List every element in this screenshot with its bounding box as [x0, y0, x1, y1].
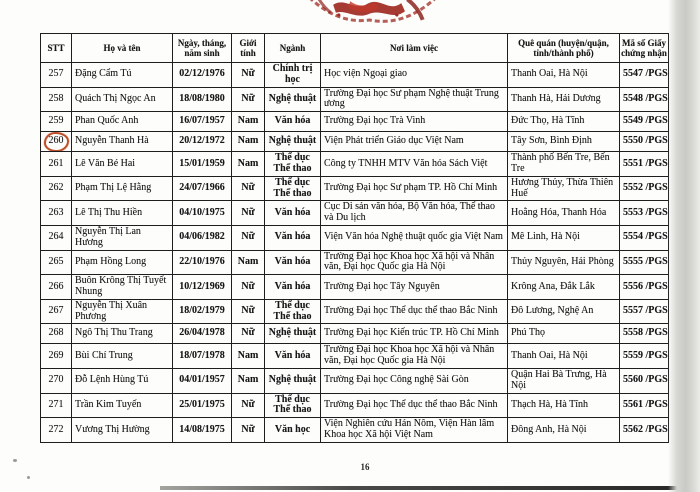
column-header-name: Họ và tên — [72, 34, 173, 63]
cell-name: Phạm Hồng Long — [72, 250, 173, 275]
cell-work: Viện Văn hóa Nghệ thuật quốc gia Việt Nam — [321, 225, 508, 250]
cell-name: Ngô Thị Thu Trang — [72, 324, 173, 344]
cell-work: Viện Nghiên cứu Hán Nôm, Viện Hàn lâm Khoa học Xã hội Việt Nam — [321, 418, 508, 443]
cell-sex: Nữ — [232, 393, 265, 418]
scan-speck — [13, 459, 17, 462]
cell-stt — [41, 132, 72, 152]
scan-speck — [27, 476, 30, 479]
column-header-hometown: Quê quán (huyện/quận, tỉnh/thành phố) — [508, 34, 620, 63]
cell-field: Văn học — [265, 418, 321, 443]
cell-cert: 5548 /PGS — [620, 87, 669, 112]
cell-dob: 04/10/1975 — [173, 201, 232, 226]
cell-name: Quách Thị Ngọc An — [72, 87, 173, 112]
table-row — [41, 225, 669, 250]
table-row — [41, 152, 669, 177]
table-header-row — [41, 34, 669, 63]
table-row — [41, 393, 669, 418]
cell-stt: 271 — [41, 393, 72, 418]
cell-sex: Nam — [232, 368, 265, 393]
cell-dob: 18/02/1979 — [173, 299, 232, 324]
cell-field: Nghệ thuật — [265, 368, 321, 393]
cell-cert: 5554 /PGS — [620, 225, 669, 250]
table-row — [41, 275, 669, 300]
table-row — [41, 87, 669, 112]
cell-home: Hoằng Hóa, Thanh Hóa — [508, 201, 620, 226]
table-row — [41, 344, 669, 369]
table-row — [41, 299, 669, 324]
cell-sex: Nữ — [232, 87, 265, 112]
cell-dob: 04/01/1957 — [173, 368, 232, 393]
cell-work: Viện Phát triển Giáo dục Việt Nam — [321, 132, 508, 152]
table-row — [41, 418, 669, 443]
cell-home: Quận Hai Bà Trưng, Hà Nội — [508, 368, 620, 393]
cell-stt: 263 — [41, 201, 72, 226]
cell-stt: 272 — [41, 418, 72, 443]
column-header-dob: Ngày, tháng, năm sinh — [173, 34, 232, 63]
cell-field: Văn hóa — [265, 112, 321, 132]
cell-work: Trường Đại học Sư phạm Nghệ thuật Trung ương — [321, 87, 508, 112]
table-row — [41, 250, 669, 275]
cell-work: Trường Đại học Tây Nguyên — [321, 275, 508, 300]
cell-sex: Nam — [232, 250, 265, 275]
cell-cert: 5547 /PGS — [620, 63, 669, 88]
cell-work: Cục Di sản văn hóa, Bộ Văn hóa, Thể thao và Du lịch — [321, 201, 508, 226]
cell-home: Thanh Hà, Hải Dương — [508, 87, 620, 112]
cell-home: Phú Thọ — [508, 324, 620, 344]
cell-cert: 5549 /PGS — [620, 112, 669, 132]
cell-name: Buôn Krông Thị Tuyết Nhung — [72, 275, 173, 300]
red-stamp-seal — [295, 0, 445, 28]
cell-stt: 265 — [41, 250, 72, 275]
cell-sex: Nữ — [232, 275, 265, 300]
cell-name: Trần Kim Tuyến — [72, 393, 173, 418]
cell-field: Thể dục Thể thao — [265, 299, 321, 324]
cell-home: Thủy Nguyên, Hải Phòng — [508, 250, 620, 275]
cell-dob: 10/12/1969 — [173, 275, 232, 300]
cell-stt: 259 — [41, 112, 72, 132]
cell-name: Đặng Cẩm Tú — [72, 63, 173, 88]
cell-cert: 5557 /PGS — [620, 299, 669, 324]
cell-stt: 258 — [41, 87, 72, 112]
cell-sex: Nữ — [232, 201, 265, 226]
cell-dob: 14/08/1975 — [173, 418, 232, 443]
cell-field: Nghệ thuật — [265, 87, 321, 112]
cell-home: Mê Linh, Hà Nội — [508, 225, 620, 250]
cell-sex: Nữ — [232, 176, 265, 201]
cell-field: Thể dục Thể thao — [265, 176, 321, 201]
cell-field: Chính trị học — [265, 63, 321, 88]
page-number: 16 — [360, 462, 370, 472]
cell-home: Thành phố Bến Tre, Bến Tre — [508, 152, 620, 177]
column-header-stt: STT — [41, 34, 72, 63]
cell-name: Lê Thị Thu Hiền — [72, 201, 173, 226]
cell-field: Nghệ thuật — [265, 324, 321, 344]
cell-sex: Nữ — [232, 324, 265, 344]
cell-sex: Nữ — [232, 225, 265, 250]
cell-field: Văn hóa — [265, 250, 321, 275]
table-row — [41, 324, 669, 344]
cell-name: Đỗ Lệnh Hùng Tú — [72, 368, 173, 393]
cell-name: Bùi Chí Trung — [72, 344, 173, 369]
cell-name: Phạm Thị Lệ Hằng — [72, 176, 173, 201]
cell-cert: 5552 /PGS — [620, 176, 669, 201]
cell-cert: 5561 /PGS — [620, 393, 669, 418]
certificate-table — [40, 33, 669, 443]
cell-stt: 268 — [41, 324, 72, 344]
cell-stt: 257 — [41, 63, 72, 88]
cell-work: Trường Đại học Thể dục thể thao Bắc Ninh — [321, 299, 508, 324]
cell-home: Đô Lương, Nghệ An — [508, 299, 620, 324]
cell-sex: Nam — [232, 112, 265, 132]
column-header-workplace: Nơi làm việc — [321, 34, 508, 63]
cell-stt: 261 — [41, 152, 72, 177]
cell-home: Thạch Hà, Hà Tĩnh — [508, 393, 620, 418]
cell-home: Đức Thọ, Hà Tĩnh — [508, 112, 620, 132]
table-row — [41, 368, 669, 393]
cell-dob: 18/07/1978 — [173, 344, 232, 369]
cell-cert: 5551 /PGS — [620, 152, 669, 177]
cell-name: Nguyễn Thị Lan Hương — [72, 225, 173, 250]
cell-field: Văn hóa — [265, 201, 321, 226]
cell-sex: Nam — [232, 152, 265, 177]
table-row — [41, 201, 669, 226]
cell-dob: 16/07/1957 — [173, 112, 232, 132]
cell-name: Nguyễn Thị Xuân Phương — [72, 299, 173, 324]
cell-field: Thể dục Thể thao — [265, 152, 321, 177]
cell-work: Trường Đại học Công nghệ Sài Gòn — [321, 368, 508, 393]
cell-stt: 262 — [41, 176, 72, 201]
column-header-cert-number: Mã số Giấy chứng nhận — [620, 34, 669, 63]
cell-cert: 5556 /PGS — [620, 275, 669, 300]
cell-field: Nghệ thuật — [265, 132, 321, 152]
column-header-field: Ngành — [265, 34, 321, 63]
cell-name: Lê Văn Bé Hai — [72, 152, 173, 177]
cell-home: Tây Sơn, Bình Định — [508, 132, 620, 152]
cell-dob: 26/04/1978 — [173, 324, 232, 344]
cell-cert: 5560 /PGS — [620, 368, 669, 393]
cell-cert: 5555 /PGS — [620, 250, 669, 275]
cell-dob: 18/08/1980 — [173, 87, 232, 112]
cell-sex: Nữ — [232, 63, 265, 88]
cell-stt: 267 — [41, 299, 72, 324]
table-row — [41, 132, 669, 152]
scan-bottom-edge — [160, 486, 700, 490]
cell-field: Thể dục Thể thao — [265, 393, 321, 418]
cell-dob: 04/06/1982 — [173, 225, 232, 250]
cell-work: Trường Đại học Thể dục thể thao Bắc Ninh — [321, 393, 508, 418]
cell-work: Trường Đại học Khoa học Xã hội và Nhân văn, Đại học Quốc gia Hà Nội — [321, 250, 508, 275]
cell-cert: 5559 /PGS — [620, 344, 669, 369]
cell-work: Công ty TNHH MTV Văn hóa Sách Việt — [321, 152, 508, 177]
cell-sex: Nam — [232, 344, 265, 369]
cell-dob: 24/07/1966 — [173, 176, 232, 201]
cell-stt: 264 — [41, 225, 72, 250]
column-header-sex: Giới tính — [232, 34, 265, 63]
cell-home: Thanh Oai, Hà Nội — [508, 63, 620, 88]
scan-edge-shadow — [668, 0, 700, 492]
cell-dob: 25/01/1975 — [173, 393, 232, 418]
table-row — [41, 176, 669, 201]
cell-dob: 02/12/1976 — [173, 63, 232, 88]
cell-cert: 5562 /PGS — [620, 418, 669, 443]
cell-sex: Nam — [232, 132, 265, 152]
cell-name: Phan Quốc Anh — [72, 112, 173, 132]
cell-home: Thanh Oai, Hà Nội — [508, 344, 620, 369]
cell-field: Văn hóa — [265, 344, 321, 369]
cell-field: Văn hóa — [265, 275, 321, 300]
table-body — [41, 63, 669, 443]
cell-home: Đông Anh, Hà Nội — [508, 418, 620, 443]
cell-cert: 5553 /PGS — [620, 201, 669, 226]
cell-sex: Nữ — [232, 299, 265, 324]
cell-field: Văn hóa — [265, 225, 321, 250]
cell-name: Nguyễn Thanh Hà — [72, 132, 173, 152]
cell-stt: 269 — [41, 344, 72, 369]
cell-work: Trường Đại học Trà Vinh — [321, 112, 508, 132]
table-row — [41, 112, 669, 132]
cell-stt: 266 — [41, 275, 72, 300]
cell-home: Krông Ana, Đắk Lắk — [508, 275, 620, 300]
cell-name: Vương Thị Hường — [72, 418, 173, 443]
table-row — [41, 63, 669, 88]
handwritten-circle-annotation: 260 — [44, 132, 69, 151]
cell-work: Trường Đại học Khoa học Xã hội và Nhân văn, Đại học Quốc gia Hà Nội — [321, 344, 508, 369]
cell-home: Hương Thủy, Thừa Thiên Huế — [508, 176, 620, 201]
cell-dob: 20/12/1972 — [173, 132, 232, 152]
cell-work: Trường Đại học Kiến trúc TP. Hồ Chí Minh — [321, 324, 508, 344]
cell-cert: 5558 /PGS — [620, 324, 669, 344]
cell-stt: 270 — [41, 368, 72, 393]
cell-sex: Nữ — [232, 418, 265, 443]
cell-dob: 15/01/1959 — [173, 152, 232, 177]
cell-cert: 5550 /PGS — [620, 132, 669, 152]
cell-work: Trường Đại học Sư phạm TP. Hồ Chí Minh — [321, 176, 508, 201]
red-stamp-seal-graphic — [295, 0, 445, 28]
cell-dob: 22/10/1976 — [173, 250, 232, 275]
cell-work: Học viện Ngoại giao — [321, 63, 508, 88]
